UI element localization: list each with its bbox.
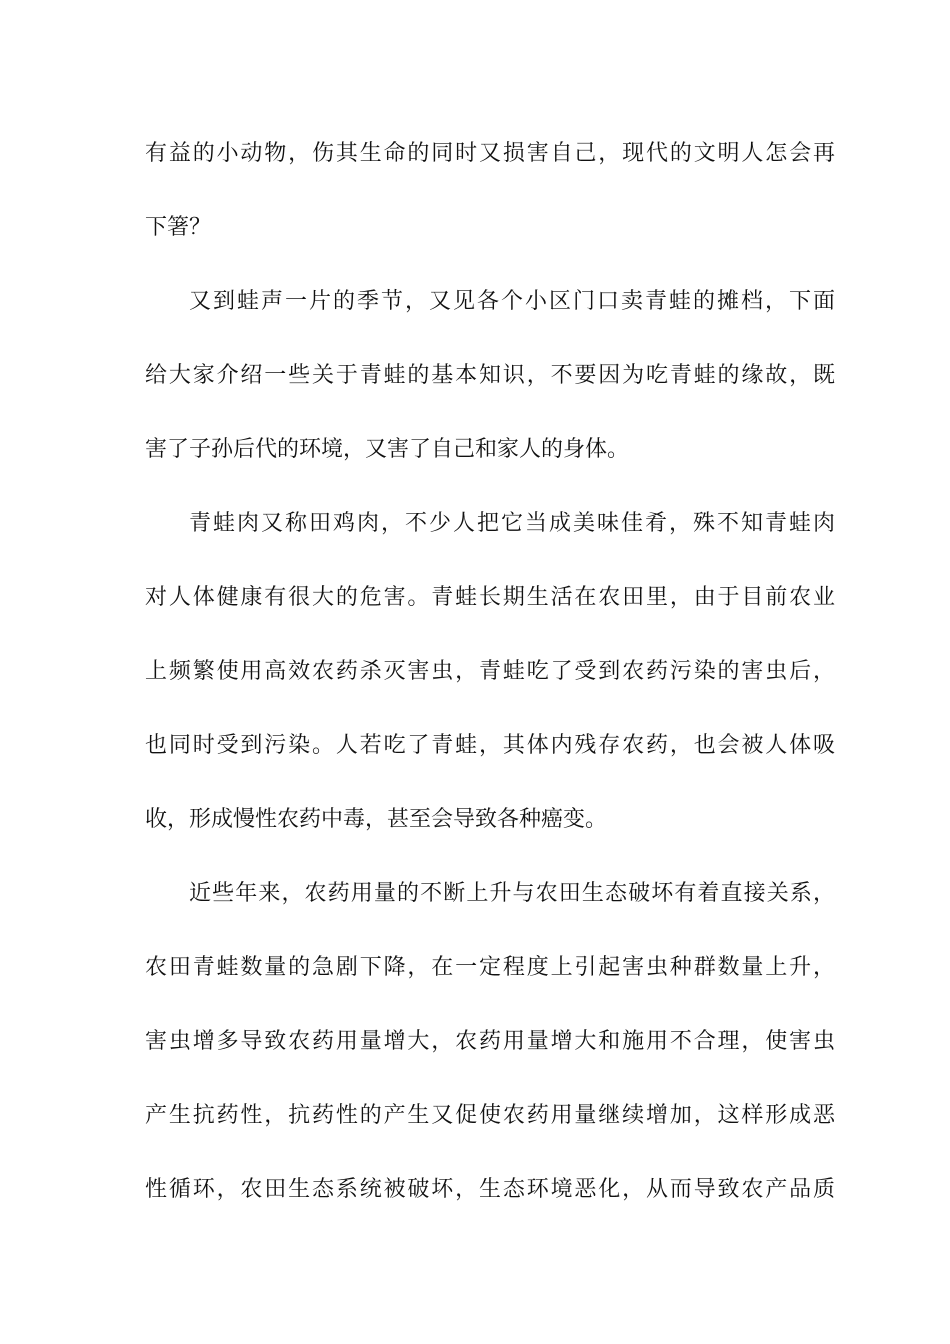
text-line: 害虫增多导致农药用量增大，农药用量增大和施用不合理，使害虫 <box>145 1029 835 1054</box>
text-line: 下箸？ <box>145 215 212 240</box>
text-line: 害了子孙后代的环境，又害了自己和家人的身体。 <box>145 437 630 462</box>
text-line: 上频繁使用高效农药杀灭害虫，青蛙吃了受到农药污染的害虫后， <box>145 659 835 684</box>
text-line: 也同时受到污染。人若吃了青蛙，其体内残存农药，也会被人体吸 <box>145 733 835 758</box>
text-line: 农田青蛙数量的急剧下降，在一定程度上引起害虫种群数量上升， <box>145 955 835 980</box>
paragraph-start-line: 青蛙肉又称田鸡肉，不少人把它当成美味佳肴，殊不知青蛙肉 <box>189 511 835 536</box>
text-line: 性循环，农田生态系统被破坏，生态环境恶化，从而导致农产品质 <box>145 1177 835 1202</box>
paragraph-start-line: 近些年来，农药用量的不断上升与农田生态破坏有着直接关系， <box>189 881 835 906</box>
text-line: 对人体健康有很大的危害。青蛙长期生活在农田里，由于目前农业 <box>145 585 835 610</box>
paragraph-start-line: 又到蛙声一片的季节，又见各个小区门口卖青蛙的摊档，下面 <box>189 289 835 314</box>
text-line: 产生抗药性，抗药性的产生又促使农药用量继续增加，这样形成恶 <box>145 1103 835 1128</box>
body-text <box>145 127 835 1237</box>
text-line: 收，形成慢性农药中毒，甚至会导致各种癌变。 <box>145 807 608 832</box>
text-line: 给大家介绍一些关于青蛙的基本知识，不要因为吃青蛙的缘故，既 <box>145 363 835 388</box>
text-line: 有益的小动物，伤其生命的同时又损害自己，现代的文明人怎会再 <box>145 141 835 166</box>
